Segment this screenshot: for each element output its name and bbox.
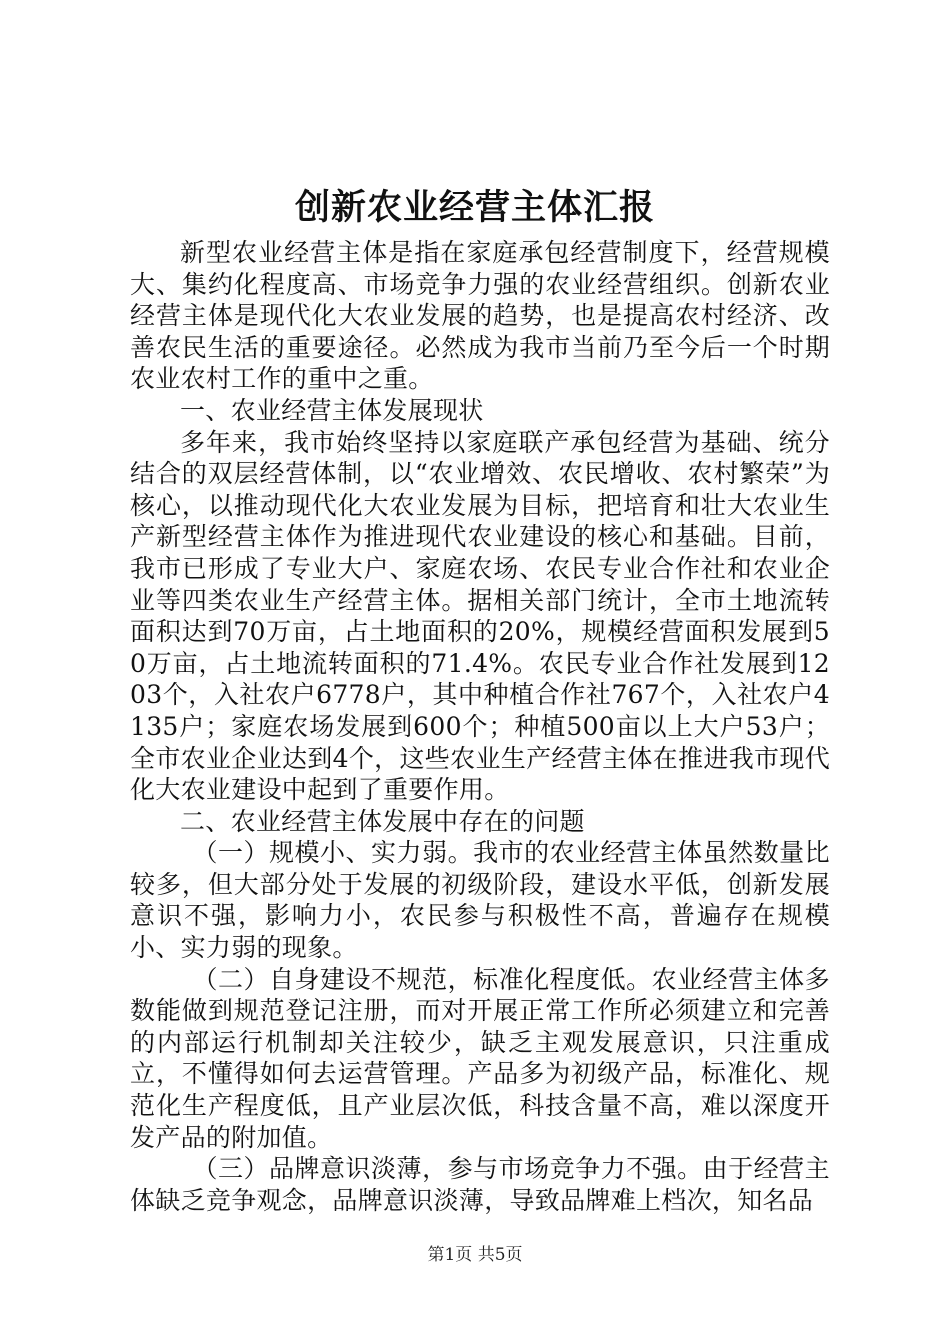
section-heading-status: 一、农业经营主体发展现状 xyxy=(180,395,484,425)
problem-paragraph-3: （三）品牌意识淡薄，参与市场竞争力不强。由于经营主体缺乏竞争观念，品牌意识淡薄，导致品牌难上档次，知名品 xyxy=(130,1154,830,1215)
problem-paragraph-1: （一）规模小、实力弱。我市的农业经营主体虽然数量比较多，但大部分处于发展的初级阶段，建设水平低，创新发展意识不强，影响力小，农民参与积极性不高，普遍存在规模小、实力弱的现象。 xyxy=(130,838,830,963)
intro-paragraph: 新型农业经营主体是指在家庭承包经营制度下，经营规模大、集约化程度高、市场竞争力强的农业经营组织。创新农业经营主体是现代化大农业发展的趋势，也是提高农村经济、改善农民生活的重要途径。必然成为我市当前乃至今后一个时期农业农村工作的重中之重。 xyxy=(130,238,830,394)
page-footer: 第1页 共5页 xyxy=(427,1245,523,1265)
document-title: 创新农业经营主体汇报 xyxy=(294,187,655,228)
status-paragraph: 多年来，我市始终坚持以家庭联产承包经营为基础、统分结合的双层经营体制，以“农业增效、农民增收、农村繁荣”为核心，以推动现代化大农业发展为目标，把培育和壮大农业生产新型经营主体作为推进现代农业建设的核心和基础。目前，我市已形成了专业大户、家庭农场、农民专业合作社和农业企业等四类农业生产经营主体。据相关部门统计，全市土地流转面积达到70万亩，占土地面积的20%，规模经营面积发展到50万亩，占土地流转面积的71.4%。农民专业合作社发展到1203个，入社农户6778户，其中种植合作社767个，入社农户4135户；家庭农场发展到600个；种植500亩以上大户53户；全市农业企业达到4个，这些农业生产经营主体在推进我市现代化大农业建设中起到了重要作用。 xyxy=(130,427,830,805)
problem-paragraph-2: （二）自身建设不规范，标准化程度低。农业经营主体多数能做到规范登记注册，而对开展正常工作所必须建立和完善的内部运行机制却关注较少，缺乏主观发展意识，只注重成立，不懂得如何去运营管理。产品多为初级产品，标准化、规范化生产程度低，且产业层次低，科技含量不高，难以深度开发产品的附加值。 xyxy=(130,964,830,1152)
document-body xyxy=(130,237,830,1216)
section-heading-problems: 二、农业经营主体发展中存在的问题 xyxy=(180,806,585,836)
